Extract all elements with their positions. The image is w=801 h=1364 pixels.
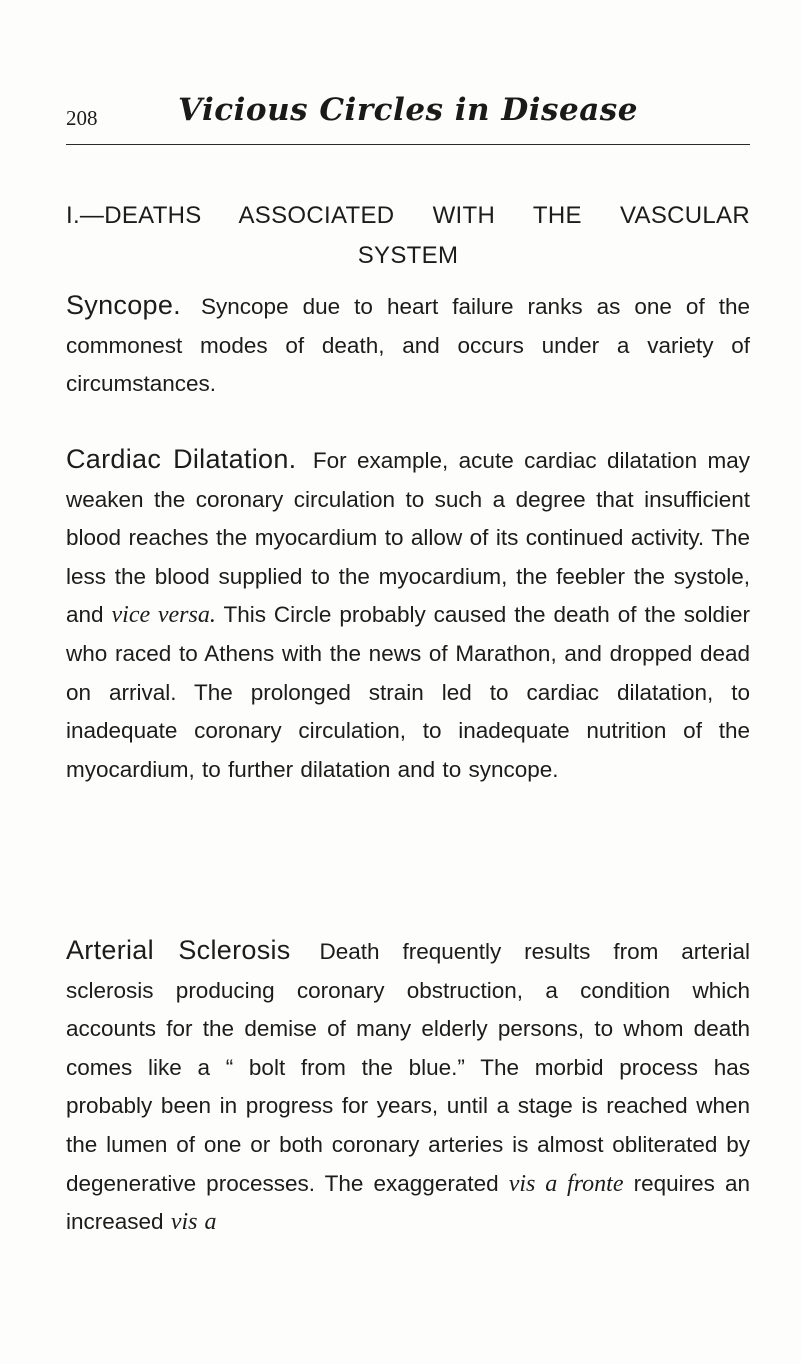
run-in-heading-arterial-sclerosis: Arterial Sclerosis <box>66 935 291 965</box>
italic-phrase: vis a fronte <box>508 1170 624 1197</box>
paragraph-cardiac-dilatation <box>66 440 750 789</box>
italic-phrase: vis a <box>170 1209 217 1236</box>
paragraph-text: For example, acute cardiac dilatation may weaken the coronary circulation to such a degree that insufficient blood reaches the myocardium to allow of its continued activity. The less the blood supplied to the myocardium, the feebler the systole, and <box>66 448 750 628</box>
paragraph-syncope <box>66 286 750 404</box>
run-in-heading-syncope: Syncope. <box>66 290 181 320</box>
italic-phrase: vice versa. <box>111 602 216 629</box>
section-title-line-1: I.—DEATHS ASSOCIATED WITH THE VASCULAR <box>66 202 750 229</box>
header-rule <box>66 144 750 145</box>
section-title-line-2: SYSTEM <box>357 242 459 269</box>
page-number: 208 <box>66 106 98 130</box>
running-head <box>66 92 750 146</box>
paragraph-text: Syncope due to heart failure ranks as one of the commonest modes of death, and occurs under a variety of circumstances. <box>66 294 750 397</box>
paragraph-text: Death frequently results from arterial sclerosis producing coronary obstruction, a condition which accounts for the demise of many elderly persons, to whom death comes like a “ bolt from the blue.” The morbid process has probably been in progress for years, until a stage is reached when the lumen of one or both coronary arteries is almost obliterated by degenerative processes. The exaggerated <box>66 939 750 1196</box>
running-title: Vicious Circles in Disease <box>177 92 638 128</box>
paragraph-arterial-sclerosis <box>66 931 750 1242</box>
paragraph-text: requires an increased <box>66 1170 750 1235</box>
section-title <box>66 196 750 276</box>
paragraph-text: This Circle probably caused the death of the soldier who raced to Athens with the news of Marathon, and dropped dead on arrival. The prolonged strain led to cardiac dilatation, to inadequate coronary circulation, to inadequate nutrition of the myocardium, to further dilatation and to syncope. <box>66 602 751 782</box>
run-in-heading-cardiac-dilatation: Cardiac Dilatation. <box>66 444 297 474</box>
